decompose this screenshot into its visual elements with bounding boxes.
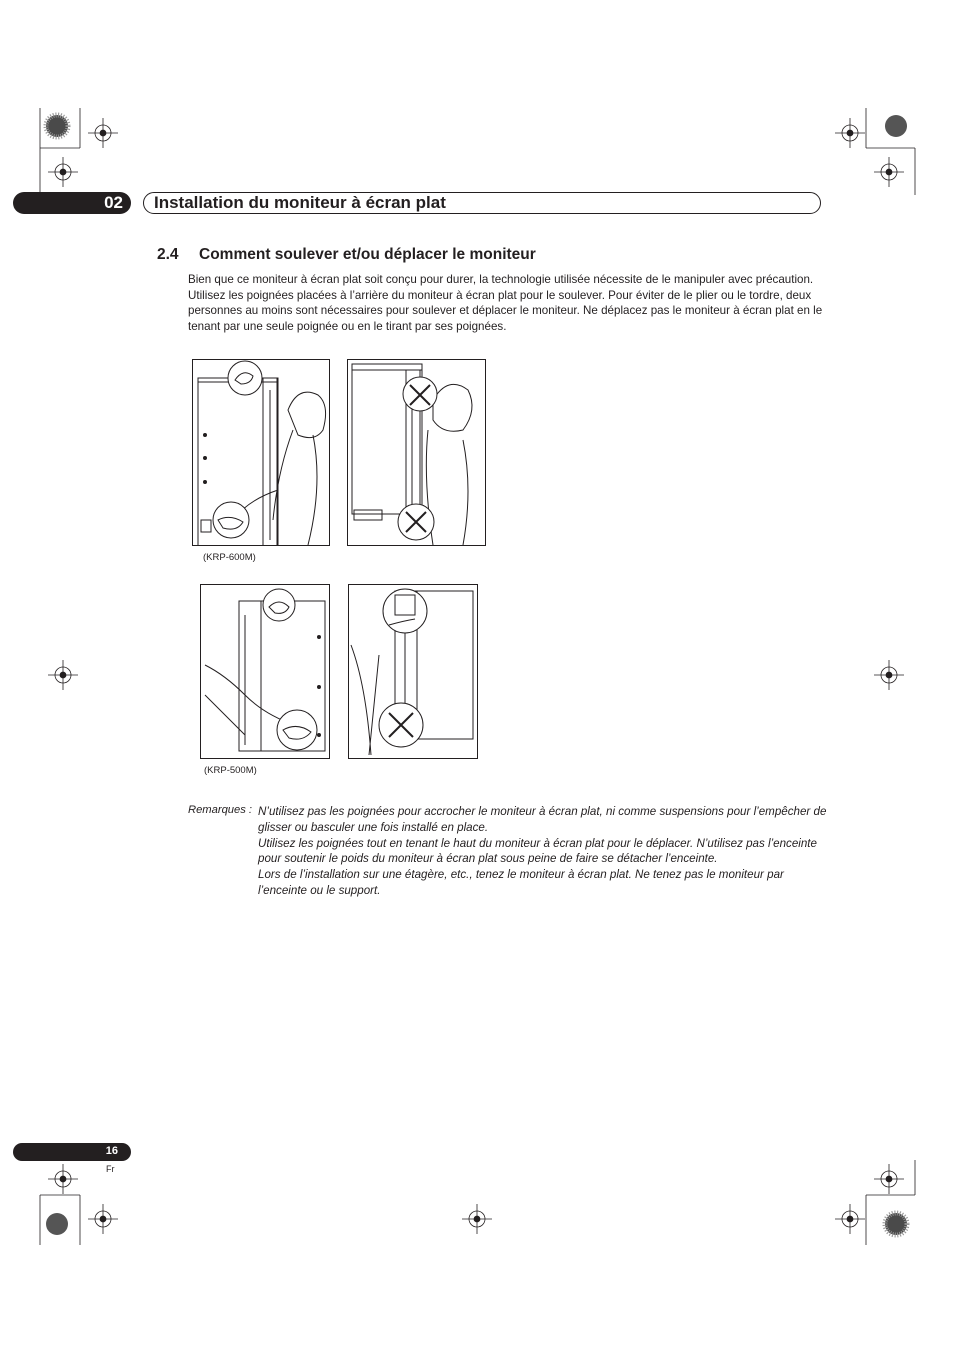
section-number: 2.4 [157,246,179,263]
section-title: Comment soulever et/ou déplacer le moniteur [199,246,536,263]
chapter-title: Installation du moniteur à écran plat [154,193,446,212]
crosshair-icon [874,1164,904,1194]
figure-caption-krp600: (KRP-600M) [203,552,256,563]
language-code: Fr [106,1164,115,1174]
section-heading [157,246,536,264]
note-line: N’utilisez pas les poignées pour accrocher le moniteur à écran plat, ni comme suspensions pour l’empêcher de glisser ou basculer une fois installé en place. [258,805,827,834]
chapter-number: 02 [104,193,123,212]
figure-caption-krp500: (KRP-500M) [204,765,257,776]
calibration-disc-icon [46,1213,68,1235]
page-number: 16 [105,1145,118,1157]
notes-text [258,804,828,899]
calibration-disc-icon [46,115,68,137]
crosshair-icon [88,1204,118,1234]
crosshair-icon [835,118,865,148]
note-line: Utilisez les poignées tout en tenant le haut du moniteur à écran plat pour le déplacer. N’utilisez pas l’enceinte pour soutenir le poids du moniteur à écran plat sous peine de faire se détacher l’enceinte. [258,836,817,866]
illustration-krp500-correct [200,584,330,759]
body-paragraph: Bien que ce moniteur à écran plat soit conçu pour durer, la technologie utilisée nécessite de le manipuler avec précaution. Utilisez les poignées placées à l’arrière du moniteur à écran plat pour le soulever. Pour éviter de le plier ou le tordre, deux personnes au moins sont nécessaires pour soulever et déplacer le moniteur. Ne déplacez pas le moniteur à écran plat en le tenant par une seule poignée ou en le tirant par ses poignées. [188,273,823,333]
crosshair-icon [48,660,78,690]
crosshair-icon [88,118,118,148]
calibration-disc-icon [885,1213,907,1235]
section-body [188,272,828,334]
illustration-krp500-incorrect [348,584,478,759]
crosshair-icon [48,157,78,187]
notes-label: Remarques : [188,804,253,816]
illustration-krp600-incorrect [347,359,486,546]
calibration-disc-icon [885,115,907,137]
chapter-number-badge [13,192,131,214]
crosshair-icon [48,1164,78,1194]
crosshair-icon [874,660,904,690]
crosshair-icon [462,1204,492,1234]
crosshair-icon [874,157,904,187]
illustration-krp600-correct [192,359,330,546]
crosshair-icon [835,1204,865,1234]
page-number-badge [13,1143,131,1161]
note-line: Lors de l’installation sur une étagère, etc., tenez le moniteur à écran plat. Ne tenez pas le moniteur par l’enceinte ou le support. [258,868,784,897]
